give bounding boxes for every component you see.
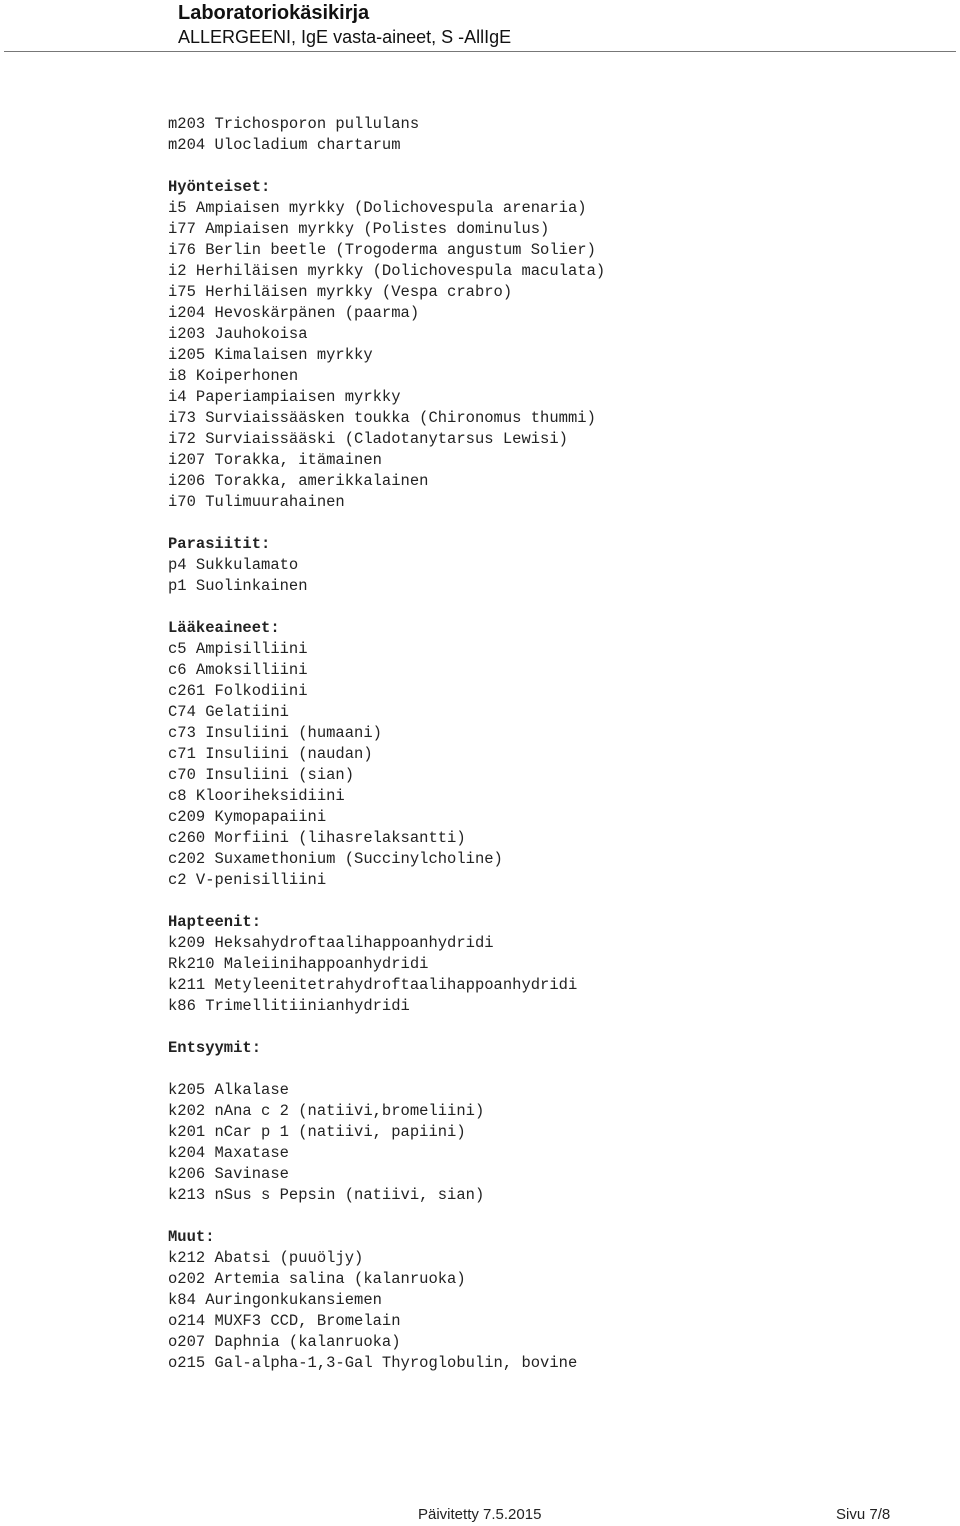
section-heading: Muut: [168, 1228, 215, 1246]
list-item: k213 nSus s Pepsin (natiivi, sian) [168, 1186, 485, 1204]
spacer [168, 1017, 605, 1038]
section-heading: Parasiitit: [168, 535, 271, 553]
spacer [168, 1059, 605, 1080]
list-item: o202 Artemia salina (kalanruoka) [168, 1270, 466, 1288]
list-item: i8 Koiperhonen [168, 367, 299, 385]
list-item: i76 Berlin beetle (Trogoderma angustum Solier) [168, 241, 596, 259]
section-heading: Hapteenit: [168, 913, 262, 931]
list-item: c70 Insuliini (sian) [168, 766, 355, 784]
list-item: m204 Ulocladium chartarum [168, 136, 401, 154]
list-item: m203 Trichosporon pullulans [168, 115, 420, 133]
list-item: k211 Metyleenitetrahydroftaalihappoanhydridi [168, 976, 578, 994]
spacer [168, 513, 605, 534]
list-item: C74 Gelatiini [168, 703, 289, 721]
list-item: i75 Herhiläisen myrkky (Vespa crabro) [168, 283, 513, 301]
list-item: o207 Daphnia (kalanruoka) [168, 1333, 401, 1351]
section-heading: Entsyymit: [168, 1039, 262, 1057]
section-heading: Lääkeaineet: [168, 619, 280, 637]
list-item: i206 Torakka, amerikkalainen [168, 472, 429, 490]
list-item: c8 Klooriheksidiini [168, 787, 345, 805]
spacer [168, 1206, 605, 1227]
list-item: i207 Torakka, itämainen [168, 451, 382, 469]
list-item: c2 V-penisilliini [168, 871, 327, 889]
list-item: k206 Savinase [168, 1165, 289, 1183]
list-item: i205 Kimalaisen myrkky [168, 346, 373, 364]
list-item: k205 Alkalase [168, 1081, 289, 1099]
allergen-list [168, 114, 605, 1374]
list-item: o214 MUXF3 CCD, Bromelain [168, 1312, 401, 1330]
list-item: i73 Surviaissääsken toukka (Chironomus thummi) [168, 409, 596, 427]
header-divider [4, 51, 956, 52]
list-item: k202 nAna c 2 (natiivi,bromeliini) [168, 1102, 485, 1120]
list-item: c260 Morfiini (lihasrelaksantti) [168, 829, 466, 847]
updated-date: Päivitetty 7.5.2015 [418, 1506, 542, 1523]
list-item: c202 Suxamethonium (Succinylcholine) [168, 850, 503, 868]
document-title: Laboratoriokäsikirja [178, 2, 370, 24]
list-item: c71 Insuliini (naudan) [168, 745, 373, 763]
list-item: i2 Herhiläisen myrkky (Dolichovespula maculata) [168, 262, 606, 280]
list-item: k212 Abatsi (puuöljy) [168, 1249, 364, 1267]
list-item: i70 Tulimuurahainen [168, 493, 345, 511]
list-item: Rk210 Maleiinihappoanhydridi [168, 955, 429, 973]
list-item: c6 Amoksilliini [168, 661, 308, 679]
list-item: k84 Auringonkukansiemen [168, 1291, 382, 1309]
page-header [178, 2, 511, 50]
list-item: c261 Folkodiini [168, 682, 308, 700]
list-item: p4 Sukkulamato [168, 556, 299, 574]
document-subtitle: ALLERGEENI, IgE vasta-aineet, S -AllIgE [178, 27, 512, 47]
list-item: i203 Jauhokoisa [168, 325, 308, 343]
list-item: c73 Insuliini (humaani) [168, 724, 382, 742]
list-item: o215 Gal-alpha-1,3-Gal Thyroglobulin, bovine [168, 1354, 578, 1372]
list-item: i204 Hevoskärpänen (paarma) [168, 304, 420, 322]
list-item: i77 Ampiaisen myrkky (Polistes dominulus) [168, 220, 550, 238]
spacer [168, 156, 605, 177]
spacer [168, 597, 605, 618]
list-item: i5 Ampiaisen myrkky (Dolichovespula arenaria) [168, 199, 587, 217]
list-item: p1 Suolinkainen [168, 577, 308, 595]
page-number: Sivu 7/8 [836, 1506, 891, 1523]
list-item: k204 Maxatase [168, 1144, 289, 1162]
section-heading: Hyönteiset: [168, 178, 271, 196]
list-item: k86 Trimellitiinianhydridi [168, 997, 410, 1015]
list-item: k201 nCar p 1 (natiivi, papiini) [168, 1123, 466, 1141]
list-item: i4 Paperiampiaisen myrkky [168, 388, 401, 406]
list-item: i72 Surviaissääski (Cladotanytarsus Lewisi) [168, 430, 568, 448]
list-item: k209 Heksahydroftaalihappoanhydridi [168, 934, 494, 952]
list-item: c209 Kymopapaiini [168, 808, 327, 826]
spacer [168, 891, 605, 912]
list-item: c5 Ampisilliini [168, 640, 308, 658]
